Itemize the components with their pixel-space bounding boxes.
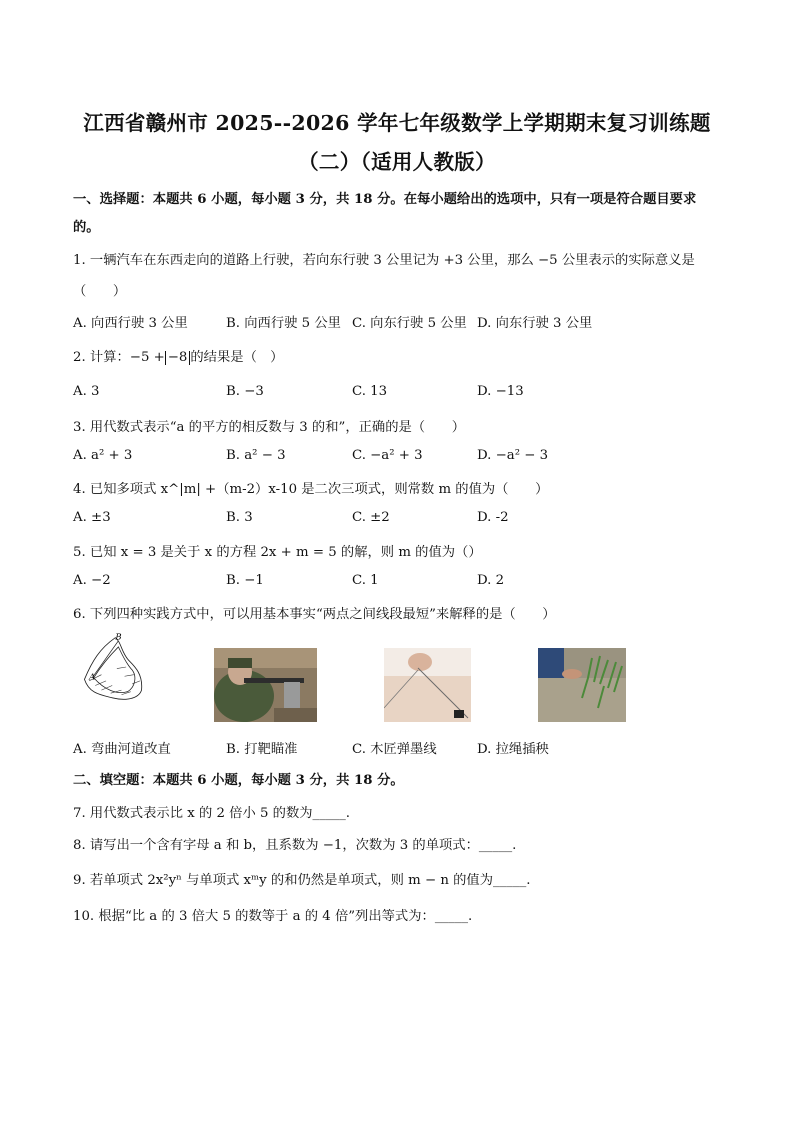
section2-header: 二、填空题：本题共 6 小题，每小题 3 分，共 18 分。 <box>73 773 404 788</box>
section1-header: 一、选择题：本题共 6 小题，每小题 3 分，共 18 分。在每小题给出的选项中，只有一项是符合题目要求 <box>73 192 697 207</box>
q4-stem: 4. 已知多项式 x^|m| +（m-2）x-10 是二次三项式，则常数 m 的值为（ ） <box>73 482 549 497</box>
q6-option-b: B. 打靶瞄准 <box>226 742 298 757</box>
q3-option-c: C. −a² + 3 <box>352 448 423 463</box>
q3-stem: 3. 用代数式表示“a 的平方的相反数与 3 的和”，正确的是（ ） <box>73 420 465 435</box>
rice-planting-photo <box>538 648 626 722</box>
chalk-line-photo <box>384 648 471 722</box>
q2-abs-value: −8 <box>165 351 191 365</box>
river-diagram <box>68 630 158 704</box>
q5-option-a: A. −2 <box>73 573 111 588</box>
q4-option-c: C. ±2 <box>352 510 390 525</box>
q1-paren: （ ） <box>73 284 127 299</box>
q1-option-d: D. 向东行驶 3 公里 <box>477 316 593 331</box>
q8-text: 8. 请写出一个含有字母 a 和 b，且系数为 −1，次数为 3 的单项式：_____. <box>73 838 517 853</box>
q1-stem: 1. 一辆汽车在东西走向的道路上行驶，若向东行驶 3 公里记为 +3 公里，那么 −5 公里表示的实际意义是 <box>73 253 695 268</box>
page-title-line1: 江西省赣州市 2025--2026 学年七年级数学上学期期末复习训练题 <box>83 111 711 135</box>
q1-option-c: C. 向东行驶 5 公里 <box>352 316 467 331</box>
q5-option-d: D. 2 <box>477 573 505 588</box>
q2-prefix: 2. 计算：−5 + <box>73 350 165 365</box>
q3-option-b: B. a² − 3 <box>226 448 286 463</box>
point-b-label: B <box>115 631 122 642</box>
q2-option-c: C. 13 <box>352 384 388 399</box>
q6-stem: 6. 下列四种实践方式中，可以用基本事实“两点之间线段最短”来解释的是（ ） <box>73 607 556 622</box>
q3-option-d: D. −a² − 3 <box>477 448 549 463</box>
q9-text: 9. 若单项式 2x²yⁿ 与单项式 xᵐy 的和仍然是单项式，则 m − n 的值为_____. <box>73 873 531 888</box>
q2-option-b: B. −3 <box>226 384 264 399</box>
q6-option-d: D. 拉绳插秧 <box>477 742 549 757</box>
q1-option-b: B. 向西行驶 5 公里 <box>226 316 341 331</box>
q4-option-d: D. -2 <box>477 510 509 525</box>
q10-text: 10. 根据“比 a 的 3 倍大 5 的数等于 a 的 4 倍”列出等式为：_____. <box>73 909 473 924</box>
q3-option-a: A. a² + 3 <box>73 448 133 463</box>
q4-option-b: B. 3 <box>226 510 253 525</box>
q1-option-a: A. 向西行驶 3 公里 <box>73 316 188 331</box>
q6-option-c: C. 木匠弹墨线 <box>352 742 437 757</box>
point-a-label: A <box>89 671 96 682</box>
q6-option-a: A. 弯曲河道改直 <box>73 742 171 757</box>
q2-option-a: A. 3 <box>73 384 100 399</box>
page-title-line2: （二）（适用人教版） <box>298 150 496 174</box>
q2-stem <box>73 346 283 365</box>
q4-option-a: A. ±3 <box>73 510 111 525</box>
section1-header-cont: 的。 <box>73 220 100 235</box>
q5-stem: 5. 已知 x = 3 是关于 x 的方程 2x + m = 5 的解，则 m 的值为（） <box>73 545 482 560</box>
q5-option-b: B. −1 <box>226 573 264 588</box>
q5-option-c: C. 1 <box>352 573 379 588</box>
q2-suffix: 的结果是（ ） <box>190 350 284 365</box>
target-shooting-photo <box>214 648 317 722</box>
q2-option-d: D. −13 <box>477 384 524 399</box>
q7-text: 7. 用代数式表示比 x 的 2 倍小 5 的数为_____. <box>73 806 351 821</box>
